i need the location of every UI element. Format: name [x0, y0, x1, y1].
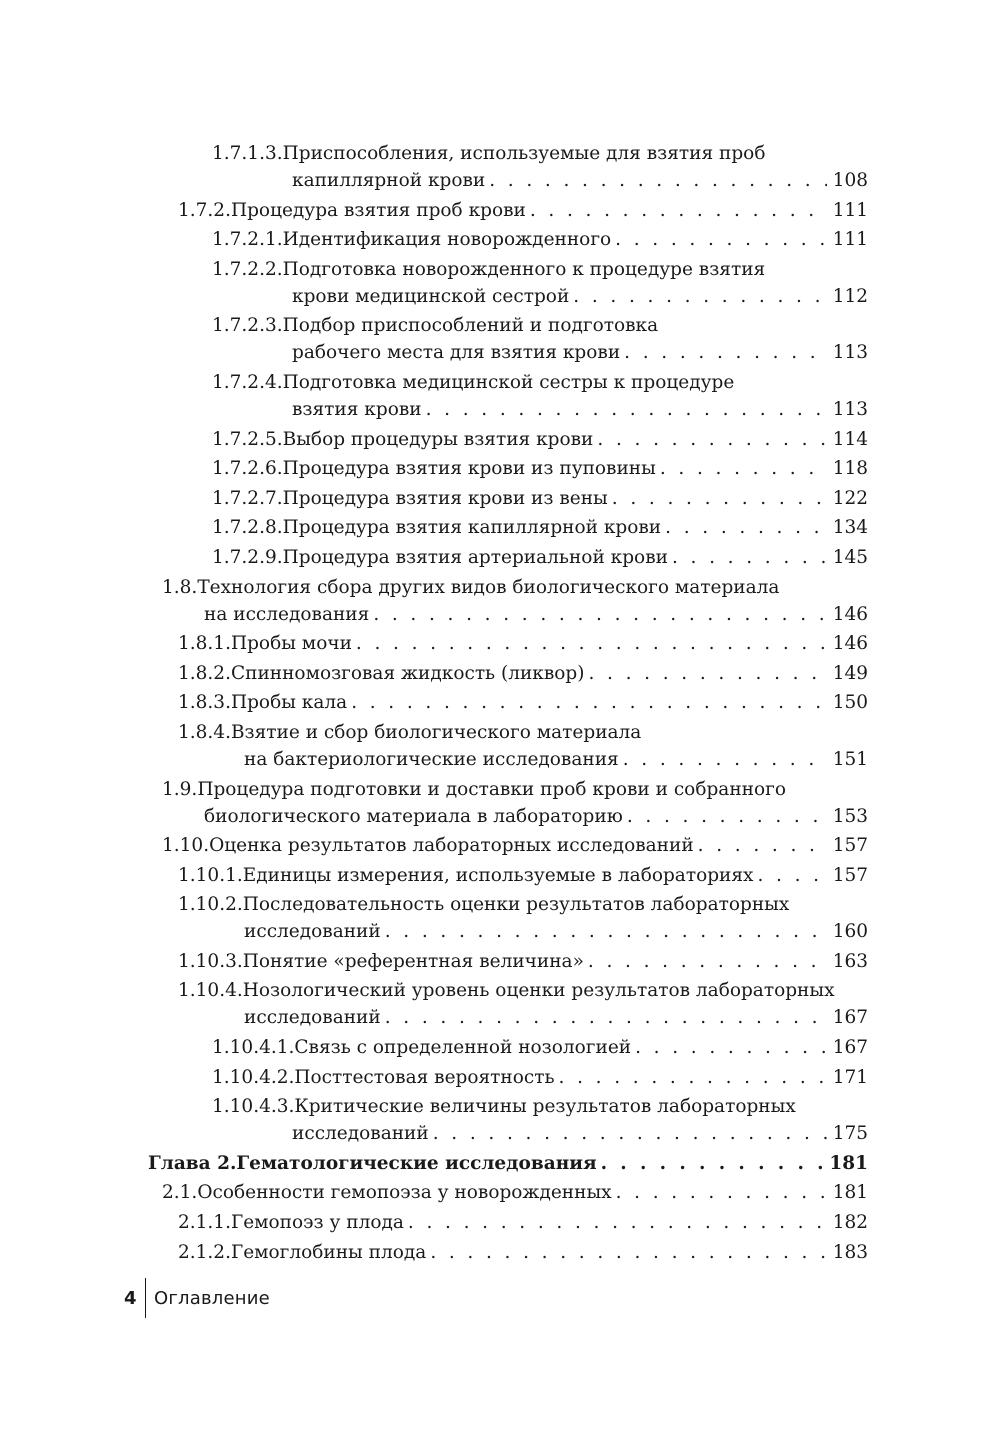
- page-number: 4: [124, 1287, 137, 1309]
- toc-entry-title: Последовательность оценки результатов лабораторных: [242, 894, 790, 916]
- toc-entry[interactable]: [0, 630, 1000, 657]
- toc-page-number: 146: [832, 603, 868, 625]
- toc-entry-title: на бактериологические исследования: [244, 748, 619, 770]
- toc-entry-number: 1.10.4.3.: [212, 1096, 295, 1118]
- toc-page-number: 157: [832, 835, 868, 857]
- toc-entry-title: на исследования: [204, 603, 370, 625]
- toc-entry-title: Гемопоэз у плода: [230, 1212, 404, 1234]
- toc-page-number: 153: [832, 805, 868, 827]
- toc-page-number: 145: [832, 546, 868, 568]
- toc-entry-number: 1.7.2.9.: [212, 546, 283, 568]
- toc-entry-number: 1.10.4.2.: [212, 1066, 295, 1088]
- toc-page-number: 163: [832, 950, 868, 972]
- toc-entry-title: Гематологические исследования: [236, 1152, 597, 1174]
- toc-entry[interactable]: [0, 574, 1000, 628]
- dot-leader: [351, 689, 827, 716]
- toc-entry[interactable]: [0, 689, 1000, 716]
- toc-page-number: 149: [832, 662, 868, 684]
- toc-entry-number: 1.7.2.: [178, 199, 231, 221]
- toc-entry-number: 1.7.1.3.: [212, 143, 283, 164]
- toc-page-number: 183: [832, 1241, 868, 1263]
- toc-page-number: 114: [832, 428, 868, 450]
- toc-entry-number: 1.7.2.2.: [212, 258, 283, 280]
- toc-entry-title: Процедура взятия крови из пуповины: [282, 458, 656, 480]
- dot-leader: [588, 660, 826, 687]
- dot-leader: [385, 1004, 827, 1031]
- toc-entry-title: Гемоглобины плода: [230, 1241, 427, 1263]
- toc-entry-number: 1.8.3.: [178, 692, 231, 714]
- toc-entry-title: капиллярной крови: [292, 170, 486, 191]
- toc-entry-title: Приспособления, используемые для взятия проб: [282, 143, 766, 164]
- toc-page-number: 167: [832, 1007, 868, 1029]
- toc-entry-number: 1.9.: [162, 778, 198, 800]
- toc-entry[interactable]: [0, 1150, 1000, 1177]
- toc-entry-title: Особенности гемопоэза у новорожденных: [197, 1182, 612, 1204]
- toc-entry-title: взятия крови: [292, 398, 422, 420]
- toc-entry[interactable]: [0, 455, 1000, 482]
- dot-leader: [665, 514, 827, 541]
- toc-entry-number: 1.10.4.1.: [212, 1037, 295, 1059]
- dot-leader: [433, 1120, 827, 1147]
- toc-page-number: 108: [832, 170, 868, 191]
- toc-entry[interactable]: [0, 1239, 1000, 1266]
- toc-entry[interactable]: [0, 485, 1000, 512]
- toc-entry[interactable]: [0, 977, 1000, 1031]
- toc-entry-title: Подготовка новорожденного к процедуре взятия: [282, 258, 766, 280]
- toc-page-number: 113: [832, 342, 868, 364]
- dot-leader: [408, 1209, 827, 1236]
- toc-page-number: 112: [832, 285, 868, 307]
- toc-page-number: 150: [832, 692, 868, 714]
- toc-entry-title: рабочего места для взятия крови: [292, 342, 621, 364]
- toc-entry-number: 1.7.2.1.: [212, 229, 283, 251]
- dot-leader: [385, 918, 827, 945]
- running-header-label: Оглавление: [154, 1287, 270, 1309]
- dot-leader: [356, 630, 827, 657]
- toc-entry-title: Нозологический уровень оценки результатов лабораторных: [242, 980, 835, 1002]
- toc-entry-title: Пробы кала: [230, 692, 348, 714]
- toc-page-number: 111: [832, 199, 868, 221]
- dot-leader: [430, 1239, 826, 1266]
- dot-leader: [530, 197, 827, 224]
- toc-entry-title: биологического материала в лабораторию: [204, 805, 623, 827]
- toc-page-number: 167: [832, 1037, 868, 1059]
- page-footer: [124, 1278, 270, 1318]
- dot-leader: [623, 746, 827, 773]
- toc-entry-number: 1.7.2.4.: [212, 371, 283, 393]
- table-of-contents: [0, 140, 1000, 1268]
- toc-entry-title: Технология сбора других видов биологического материала: [197, 576, 780, 598]
- toc-entry[interactable]: [0, 1034, 1000, 1061]
- toc-page-number: 122: [832, 487, 868, 509]
- toc-page-number: 146: [832, 633, 868, 655]
- dot-leader: [635, 1034, 827, 1061]
- dot-leader: [559, 1064, 827, 1091]
- toc-entry-title: исследований: [292, 1123, 429, 1145]
- dot-leader: [426, 396, 827, 423]
- toc-entry[interactable]: [0, 1179, 1000, 1206]
- toc-entry-title: исследований: [244, 921, 381, 943]
- toc-page-number: 157: [832, 864, 868, 886]
- toc-entry-title: Понятие «референтная величина»: [242, 950, 584, 972]
- dot-leader: [373, 601, 826, 628]
- toc-page-number: 182: [832, 1212, 868, 1234]
- toc-entry[interactable]: [0, 1209, 1000, 1236]
- toc-entry-title: Оценка результатов лабораторных исследований: [209, 835, 694, 857]
- toc-entry-title: Процедура взятия проб крови: [230, 199, 526, 221]
- toc-entry[interactable]: [0, 660, 1000, 687]
- dot-leader: [597, 426, 826, 453]
- dot-leader: [601, 1150, 824, 1177]
- toc-page-number: 134: [832, 517, 868, 539]
- toc-page-number: 118: [832, 458, 868, 480]
- dot-leader: [672, 544, 827, 571]
- toc-entry-title: Взятие и сбор биологического материала: [230, 721, 642, 743]
- dot-leader: [616, 1179, 827, 1206]
- toc-entry-number: 1.8.1.: [178, 633, 231, 655]
- dot-leader: [573, 283, 826, 310]
- dot-leader: [588, 948, 827, 975]
- toc-entry[interactable]: [0, 197, 1000, 224]
- toc-entry[interactable]: [0, 719, 1000, 773]
- toc-entry-number: 1.7.2.8.: [212, 517, 283, 539]
- toc-entry[interactable]: [0, 426, 1000, 453]
- toc-entry-number: 1.7.2.3.: [212, 315, 283, 337]
- toc-entry-number: 1.8.2.: [178, 662, 231, 684]
- toc-page-number: 151: [832, 748, 868, 770]
- toc-entry-title: Процедура взятия капиллярной крови: [282, 517, 662, 539]
- toc-entry[interactable]: [0, 369, 1000, 423]
- toc-entry-number: 1.8.4.: [178, 721, 231, 743]
- toc-entry[interactable]: [0, 544, 1000, 571]
- toc-entry[interactable]: [0, 948, 1000, 975]
- footer-divider: [145, 1278, 147, 1318]
- toc-entry-title: Подготовка медицинской сестры к процедуре: [282, 371, 735, 393]
- toc-entry-number: 1.8.: [162, 576, 198, 598]
- toc-entry-number: 1.10.1.: [178, 864, 243, 886]
- toc-entry[interactable]: [0, 256, 1000, 310]
- toc-entry[interactable]: [0, 776, 1000, 830]
- toc-entry[interactable]: [0, 140, 1000, 194]
- toc-entry[interactable]: [0, 862, 1000, 889]
- toc-entry-number: 2.1.2.: [178, 1241, 231, 1263]
- toc-entry-title: Процедура подготовки и доставки проб крови и собранного: [197, 778, 786, 800]
- toc-entry-title: Пробы мочи: [230, 633, 352, 655]
- toc-entry[interactable]: [0, 891, 1000, 945]
- dot-leader: [660, 455, 827, 482]
- toc-entry-title: Процедура взятия артериальной крови: [282, 546, 668, 568]
- toc-entry-number: 1.10.2.: [178, 894, 243, 916]
- toc-entry-number: 1.7.2.7.: [212, 487, 283, 509]
- toc-entry-number: 1.10.4.: [178, 980, 243, 1002]
- toc-entry[interactable]: [0, 1093, 1000, 1147]
- toc-page-number: 160: [832, 921, 868, 943]
- toc-entry-title: Критические величины результатов лабораторных: [294, 1096, 796, 1118]
- toc-entry-number: 1.7.2.5.: [212, 428, 283, 450]
- toc-entry-number: 1.10.: [162, 835, 210, 857]
- dot-leader: [489, 167, 826, 194]
- toc-entry[interactable]: [0, 514, 1000, 541]
- dot-leader: [698, 832, 827, 859]
- dot-leader: [612, 485, 827, 512]
- toc-entry-title: Процедура взятия крови из вены: [282, 487, 608, 509]
- toc-entry-number: 1.7.2.6.: [212, 458, 283, 480]
- toc-page-number: 113: [832, 398, 868, 420]
- toc-entry[interactable]: [0, 832, 1000, 859]
- toc-entry-number: 2.1.1.: [178, 1212, 231, 1234]
- toc-entry-title: Спинномозговая жидкость (ликвор): [230, 662, 585, 684]
- toc-page-number: 171: [832, 1066, 868, 1088]
- toc-entry-number: 1.10.3.: [178, 950, 243, 972]
- toc-page-number: 181: [829, 1152, 868, 1174]
- toc-entry-title: Единицы измерения, используемые в лабораториях: [242, 864, 754, 886]
- toc-entry-title: Посттестовая вероятность: [294, 1066, 555, 1088]
- toc-entry[interactable]: [0, 312, 1000, 366]
- toc-entry-title: крови медицинской сестрой: [292, 285, 570, 307]
- toc-page-number: 181: [832, 1182, 868, 1204]
- dot-leader: [627, 803, 827, 830]
- toc-entry-number: 2.1.: [162, 1182, 198, 1204]
- toc-page-number: 175: [832, 1123, 868, 1145]
- dot-leader: [624, 339, 827, 366]
- toc-entry[interactable]: [0, 1064, 1000, 1091]
- toc-entry-title: Идентификация новорожденного: [282, 229, 612, 251]
- toc-entry-number: Глава 2.: [148, 1152, 237, 1174]
- toc-page-number: 111: [832, 229, 868, 251]
- toc-entry[interactable]: [0, 226, 1000, 253]
- toc-entry-title: Выбор процедуры взятия крови: [282, 428, 594, 450]
- toc-entry-title: исследований: [244, 1007, 381, 1029]
- dot-leader: [758, 862, 827, 889]
- dot-leader: [615, 226, 827, 253]
- toc-entry-title: Связь с определенной нозологией: [294, 1037, 632, 1059]
- toc-entry-title: Подбор приспособлений и подготовка: [282, 315, 659, 337]
